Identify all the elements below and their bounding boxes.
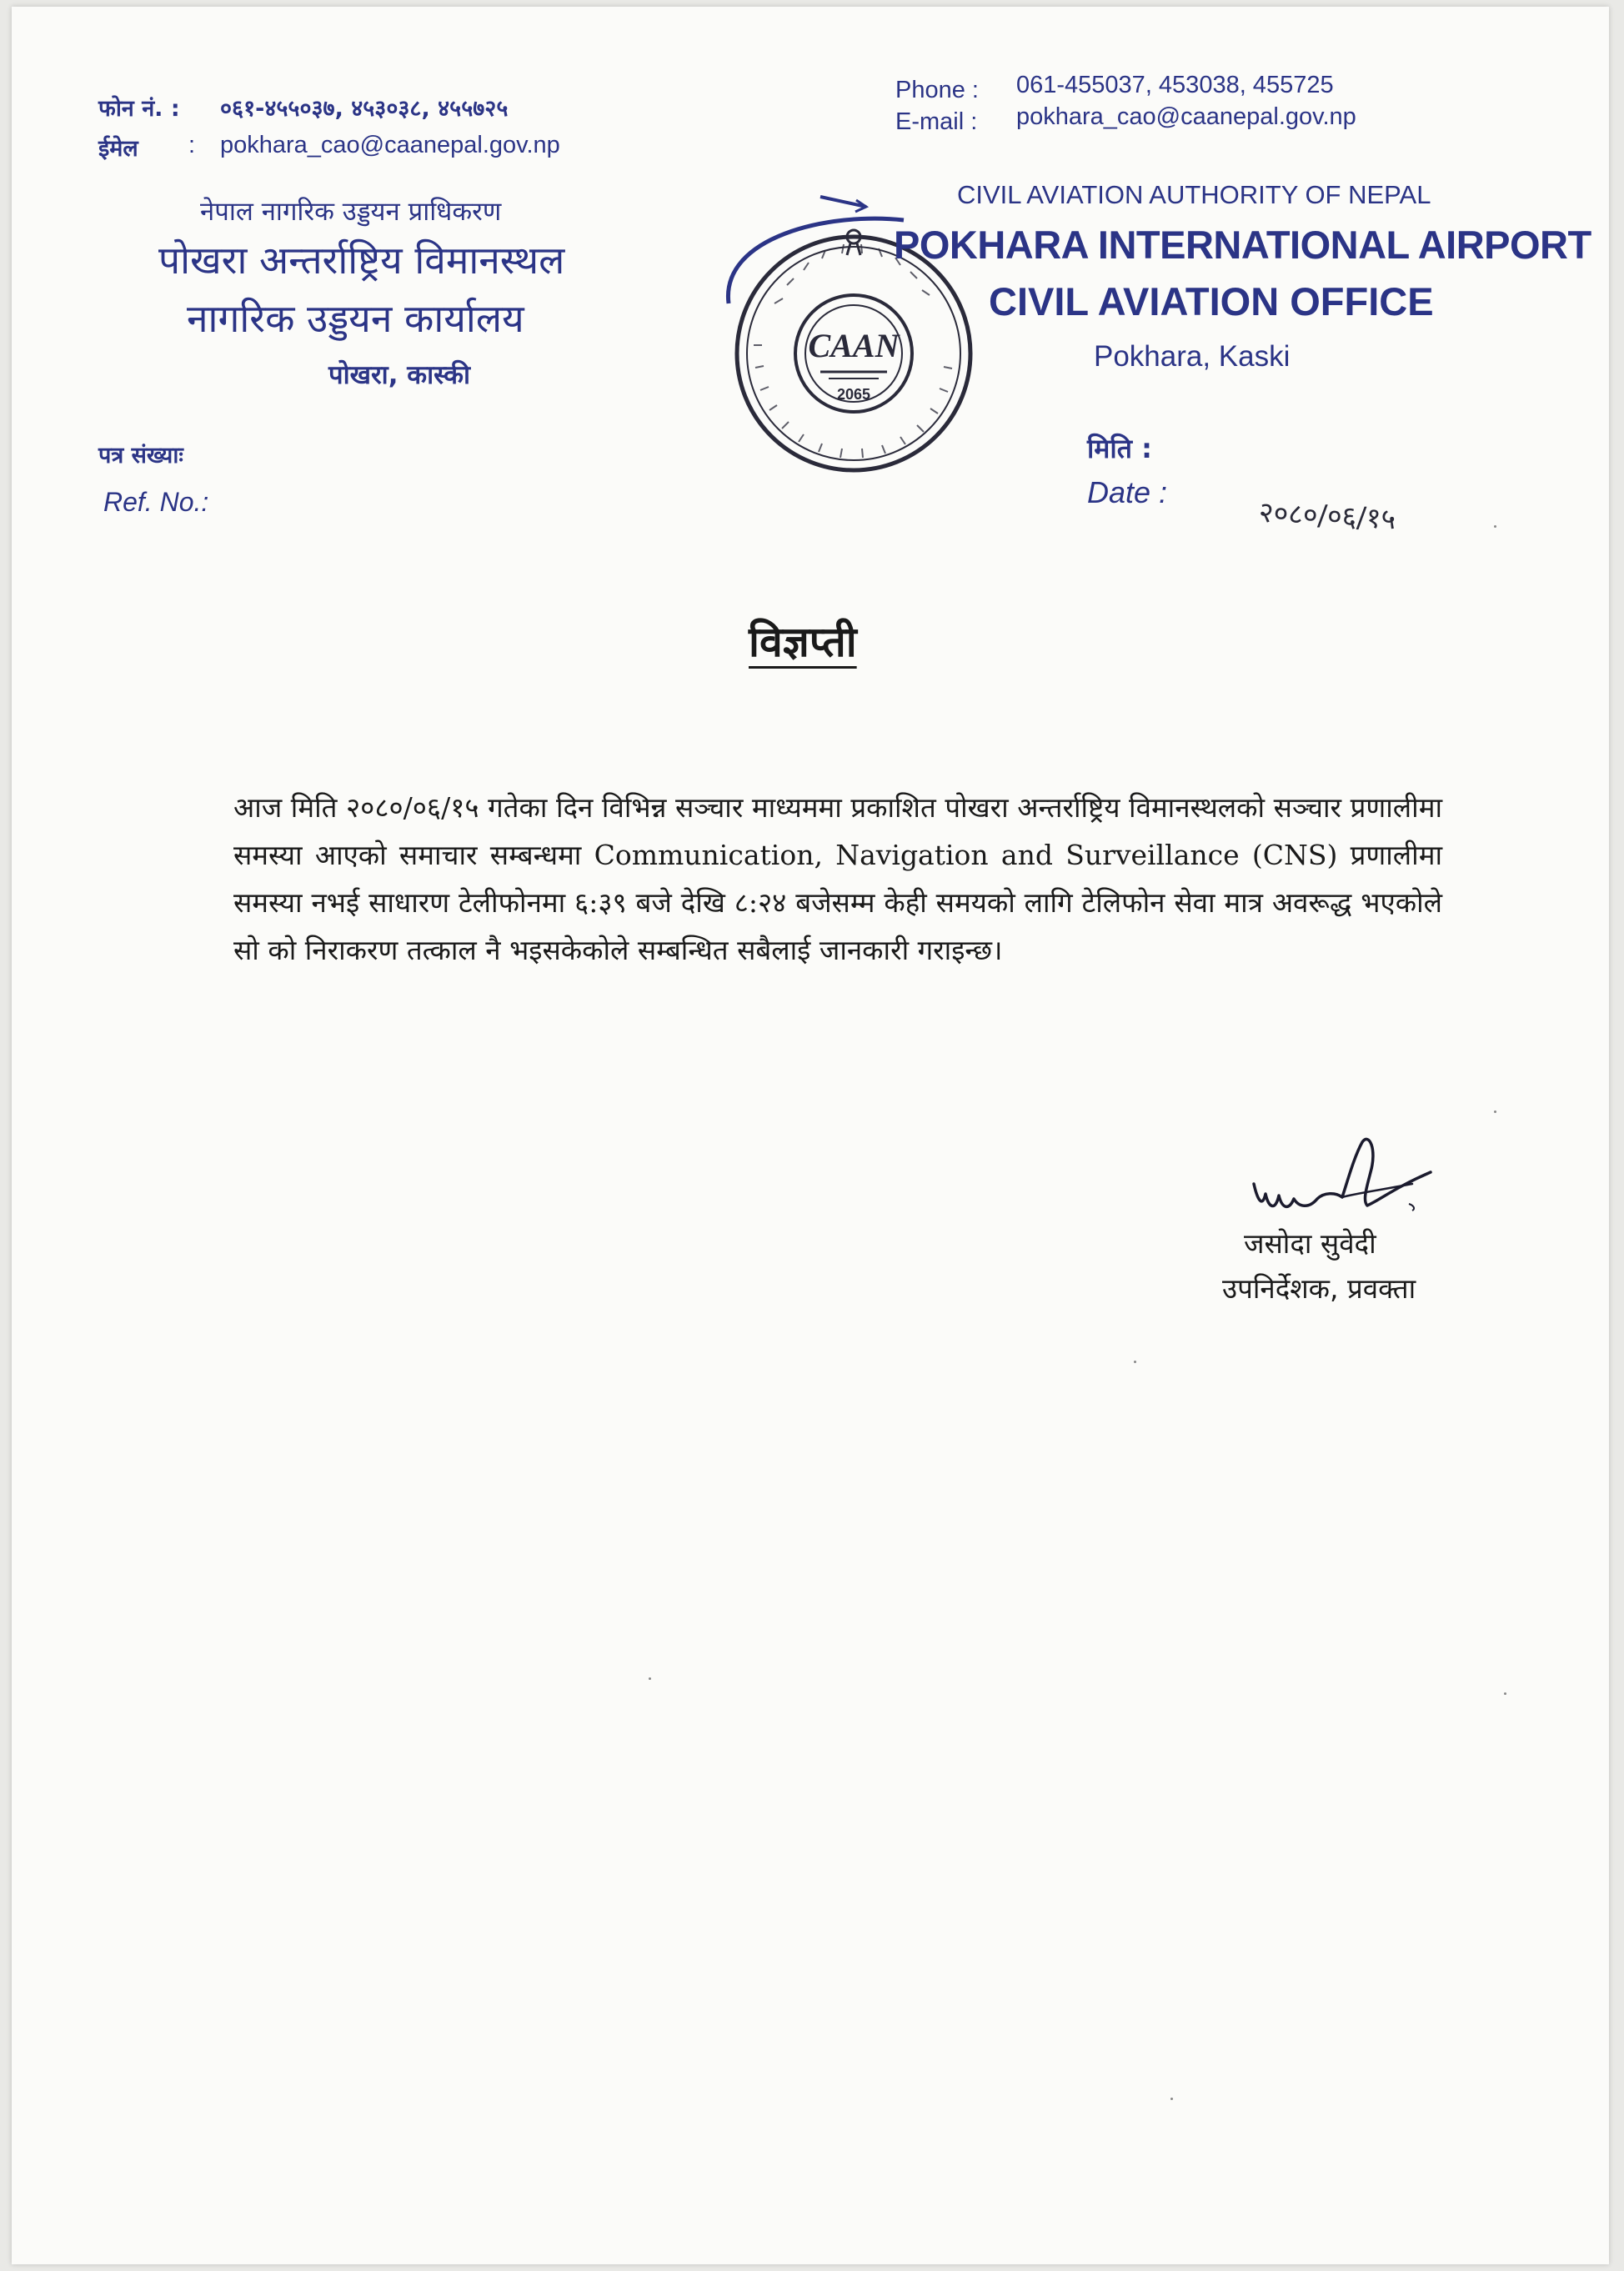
phone-value-np: ०६१-४५५०३७, ४५३०३८, ४५५७२५ bbox=[220, 96, 509, 122]
notice-body: आज मिति २०८०/०६/१५ गतेका दिन विभिन्न सञ्चार माध्यममा प्रकाशित पोखरा अन्तर्राष्ट्रिय विमानस्थलको सञ्चार प्रणालीमा समस्या आएको समाचार सम्बन्धमा Communication, Navigation and Surveillance (CNS) प्रणालीमा समस्या नभई साधारण टेलीफोनमा ६:३९ बजे देखि ८:२४ बजेसम्म केही समयको लागि टेलिफोन सेवा मात्र अवरूद्ध भएकोले सो को निराकरण तत्काल नै भइसकेकोले सम्बन्धित सबैलाई जानकारी गराइन्छ। bbox=[233, 791, 1442, 966]
office-name-np: नागरिक उड्डयन कार्यालय bbox=[187, 296, 524, 341]
paper-speck bbox=[1134, 1361, 1136, 1363]
letter-page bbox=[12, 7, 1609, 2264]
email-value-en: pokhara_cao@caanepal.gov.np bbox=[1016, 103, 1356, 130]
seal-year: 2065 bbox=[836, 386, 871, 403]
authority-name-en: CIVIL AVIATION AUTHORITY OF NEPAL bbox=[957, 180, 1431, 209]
email-value-np: pokhara_cao@caanepal.gov.np bbox=[220, 132, 560, 158]
date-label-np: मिति : bbox=[1087, 433, 1152, 464]
paper-speck bbox=[1170, 2098, 1173, 2100]
handwritten-signature bbox=[1237, 1132, 1437, 1232]
paper-speck bbox=[649, 1677, 651, 1680]
email-sep-np: : bbox=[188, 132, 196, 158]
location-np: पोखरा, कास्की bbox=[328, 360, 471, 390]
phone-label-en: Phone : bbox=[895, 77, 979, 103]
paper-speck bbox=[1494, 1110, 1496, 1113]
seal-logo-text: CAAN bbox=[808, 327, 900, 364]
phone-value-en: 061-455037, 453038, 455725 bbox=[1016, 72, 1334, 98]
signatory-name: जसोदा सुवेदी bbox=[1244, 1227, 1376, 1260]
office-name-en: CIVIL AVIATION OFFICE bbox=[989, 279, 1434, 323]
paper-speck bbox=[1494, 525, 1496, 528]
email-label-en: E-mail : bbox=[895, 108, 978, 135]
airport-name-np: पोखरा अन्तर्राष्ट्रिय विमानस्थल bbox=[158, 238, 565, 283]
email-label-np: ईमेल bbox=[98, 136, 138, 162]
location-en: Pokhara, Kaski bbox=[1094, 340, 1291, 373]
ref-label-en: Ref. No.: bbox=[103, 487, 209, 517]
paper-speck bbox=[1504, 1692, 1506, 1695]
ref-label-np: पत्र संख्याः bbox=[98, 443, 183, 469]
phone-label-np: फोन नं. : bbox=[98, 96, 180, 122]
notice-title: विज्ञप्ती bbox=[749, 618, 857, 666]
airport-name-en: POKHARA INTERNATIONAL AIRPORT bbox=[894, 223, 1591, 267]
date-value-handwritten: २०८०/०६/१५ bbox=[1257, 495, 1397, 537]
signatory-designation: उपनिर्देशक, प्रवक्ता bbox=[1222, 1272, 1416, 1305]
date-label-en: Date : bbox=[1087, 475, 1168, 509]
signature-icon bbox=[1237, 1132, 1437, 1232]
authority-name-np: नेपाल नागरिक उड्डयन प्राधिकरण bbox=[200, 197, 502, 227]
